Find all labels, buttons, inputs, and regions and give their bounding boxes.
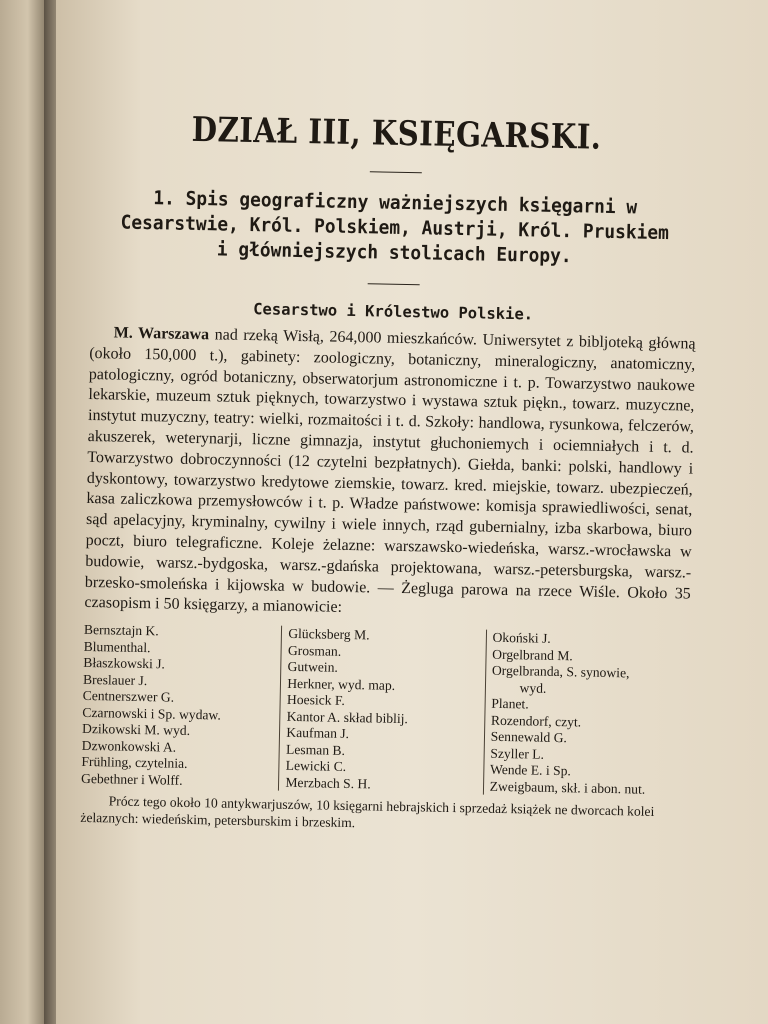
list-item: Grosman.: [287, 642, 342, 659]
list-item: Centnerszwer G.: [82, 688, 175, 705]
list-item: Wende E. i Sp.: [489, 761, 572, 779]
chapter-title: DZIAŁ III, KSIĘGARSKI.: [191, 109, 602, 158]
list-item: Rozendorf, czyt.: [490, 712, 582, 730]
title-rule: [370, 171, 422, 173]
city-name: M. Warszawa: [113, 324, 210, 344]
list-item: Planet.: [491, 695, 529, 712]
booksellers-col-3: [483, 630, 690, 799]
list-item: Frühling, czytelnia.: [81, 754, 188, 772]
booksellers-col-1: [81, 622, 281, 791]
paragraph-text: nad rzeką Wisłą, 264,000 mieszkańców. Uniwersytet z bibljoteką główną (około 150,000 t.), gabinety: zoologiczny, botaniczny, mineralogiczny, anatomiczny, patologiczny, ogród botaniczny, obserwatorjum astronomiczne i t. p. Towarzystwo naukowe lekarskie, muzeum sztuk pięknych, towarzystwo i wystawa sztuk piękn., towarz. muzyczne, instytut muzyczny, teatry: wielki, rozmaitości i t. d. Szkoły: handlowa, rysunkowa, felczerów, akuszerek, weterynarji, liczne gimnazja, instytut głuchoniemych i ociemniałych i t. d. Towarzystwo dobroczynności (12 czytelni bezpłatnych). Giełda, banki: polski, handlowy i dyskontowy, towarzystwo kredytowe ziemskie, towarz. kred. miejskie, towarz. ubezpieczeń, kasa zaliczkowa przemysłowców i t. p. Władze państwowe: komisja sprawiedliwości, senat, sąd apelacyjny, kryminalny, cywilny i wiele innych, rząd gubernialny, izba skarbowa, biuro poczt, biuro telegraficzne. Koleje żelazne: warszawsko-wiedeńska, warsz.-wrocławska w budowie, warsz.-bydgoska, warsz.-gdańska projektowana, warsz.-petersburgska, warsz.-brzesko-smoleńska i kijowska w budowie. — Żegluga parowa na rzece Wiśle. Około 35 czasopism i 50 księgarzy, a mianowicie:: [84, 326, 696, 617]
list-item: Herkner, wyd. map.: [287, 675, 396, 693]
list-item: Glücksberg M.: [288, 625, 370, 643]
list-item: Kantor A. skład biblij.: [286, 708, 409, 726]
list-item: Gutwein.: [287, 658, 338, 675]
list-item: Lesman B.: [285, 741, 346, 758]
list-item: Szyller L.: [490, 745, 545, 762]
list-item: Hoesick F.: [286, 691, 345, 709]
list-item: Gebethner i Wolff.: [80, 770, 183, 788]
body-paragraph: [84, 323, 695, 626]
page-content: [80, 108, 700, 851]
list-item: Blumenthal.: [83, 638, 151, 655]
list-item: Breslauer J.: [82, 671, 148, 688]
list-item: Dzwonkowski A.: [81, 737, 177, 755]
booksellers-list: [81, 622, 690, 799]
section-heading: Cesarstwo i Królestwo Polskie.: [253, 300, 534, 324]
booksellers-col-2: [278, 626, 485, 795]
list-item: Okoński J.: [492, 629, 551, 647]
list-item-continuation: wyd.: [519, 679, 547, 696]
list-item: Lewicki C.: [285, 757, 347, 775]
section-subtitle: 1. Spis geograficzny ważniejszych księgarni w Cesarstwie, Król. Polskiem, Austrji, Król. Pruskiem i główniejszych stolicach Europy.: [120, 187, 670, 268]
list-item: Czarnowski i Sp. wydaw.: [82, 704, 221, 723]
list-item: Orgelbranda, S. synowie,: [491, 662, 630, 681]
left-page-edge: [0, 0, 46, 1024]
book-page: [56, 0, 768, 1024]
list-item: Kaufman J.: [286, 724, 350, 742]
footnote: Prócz tego około 10 antykwarjuszów, 10 księgarni hebrajskich i sprzedaż książek ne dworcach kolei żelaznych: wiedeńskim, petersburskim i brzeskim.: [80, 793, 655, 830]
list-item: Merzbach S. H.: [285, 774, 371, 792]
list-item: Zweigbaum, skł. i abon. nut.: [489, 778, 646, 797]
list-item: Sennewald G.: [490, 728, 568, 746]
list-item: Dzikowski M. wyd.: [81, 721, 191, 739]
list-item: Bernsztajn K.: [83, 622, 159, 639]
subtitle-rule: [368, 283, 420, 285]
list-item: Orgelbrand M.: [492, 646, 573, 663]
list-item: Błaszkowski J.: [83, 655, 166, 672]
